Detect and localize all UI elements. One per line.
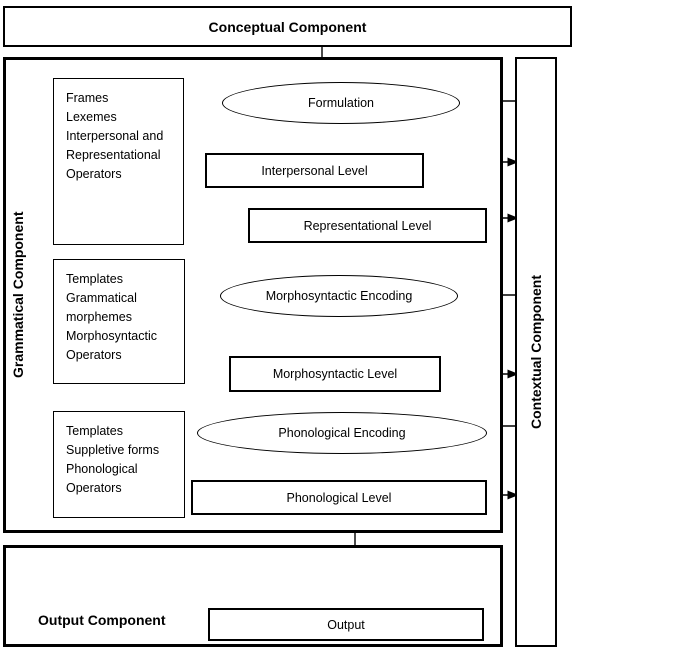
morphosyntactic-primitives xyxy=(53,259,185,384)
phonological-level-label: Phonological Level xyxy=(286,490,392,505)
phonological-encoding-node xyxy=(197,412,487,454)
morphosyntactic-encoding-label: Morphosyntactic Encoding xyxy=(265,289,413,303)
grammatical-component-label: Grammatical Component xyxy=(10,211,26,379)
primitive-line: Templates xyxy=(66,424,123,438)
output-box xyxy=(208,608,484,641)
formulation-node xyxy=(222,82,460,124)
phonological-primitives xyxy=(53,411,185,518)
primitive-line: Morphosyntactic xyxy=(66,329,158,343)
primitive-line: Templates xyxy=(66,272,123,286)
primitive-line: Operators xyxy=(66,481,122,495)
phonological-level xyxy=(191,480,487,515)
conceptual-component xyxy=(3,6,572,47)
output-label: Output xyxy=(327,617,365,632)
primitive-line: Operators xyxy=(66,348,122,362)
formulation-label: Formulation xyxy=(308,96,374,110)
representational-level-label: Representational Level xyxy=(303,218,432,233)
primitive-line: morphemes xyxy=(66,310,132,324)
conceptual-component-label: Conceptual Component xyxy=(208,18,367,35)
phonological-encoding-label: Phonological Encoding xyxy=(278,426,406,440)
formulation-primitives xyxy=(53,78,184,245)
primitive-line: Interpersonal and xyxy=(66,129,164,143)
morphosyntactic-encoding-node xyxy=(220,275,458,317)
primitive-line: Phonological xyxy=(66,462,138,476)
output-component-label: Output Component xyxy=(38,612,166,628)
primitive-line: Lexemes xyxy=(66,110,117,124)
representational-level xyxy=(248,208,487,243)
primitive-line: Suppletive forms xyxy=(66,443,160,457)
primitive-line: Grammatical xyxy=(66,291,137,305)
primitive-line: Representational xyxy=(66,148,161,162)
interpersonal-level-label: Interpersonal Level xyxy=(261,163,368,178)
morphosyntactic-level-label: Morphosyntactic Level xyxy=(272,367,398,381)
primitive-line: Frames xyxy=(66,91,109,105)
contextual-component-label: Contextual Component xyxy=(528,275,544,430)
morphosyntactic-level xyxy=(229,356,441,392)
interpersonal-level xyxy=(205,153,424,188)
primitive-line: Operators xyxy=(66,167,122,181)
